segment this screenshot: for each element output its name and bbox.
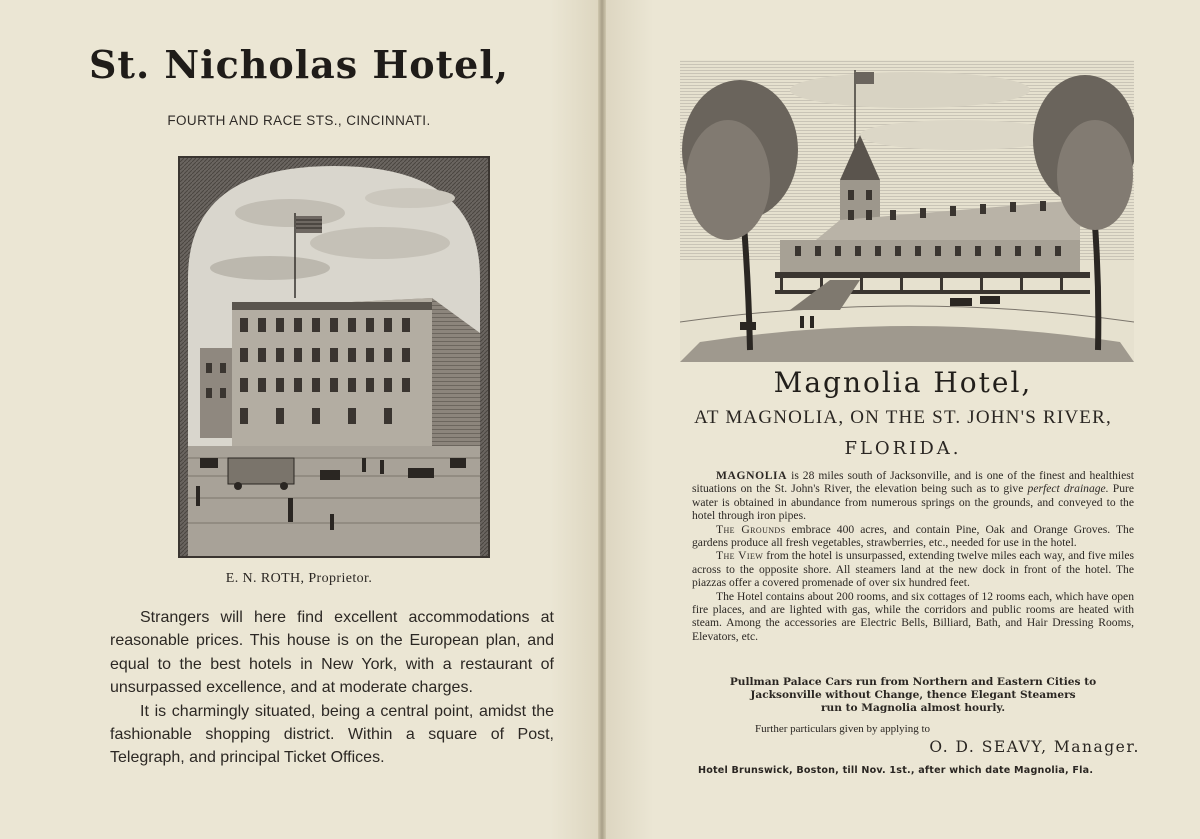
st-nicholas-paragraph-2: It is charmingly situated, being a central point, amidst the fashionable shopping district. Within a square of Post, Telegraph, and principal Ticket Offices. (110, 702, 554, 767)
perfect-drainage-emphasis: perfect drainage. (1027, 482, 1109, 496)
magnolia-hotel-location: AT MAGNOLIA, ON THE ST. JOHN'S RIVER, (694, 407, 1112, 428)
st-nicholas-description (110, 606, 554, 770)
magnolia-hotel-engraving (680, 60, 1134, 362)
further-particulars: Further particulars given by applying to (755, 723, 931, 735)
magnolia-lead-word: MAGNOLIA (716, 469, 788, 482)
st-nicholas-paragraph-1: Strangers will here find excellent accommodations at reasonable prices. This house is on the European plan, and equal to the best hotels in New York, with a restaurant of unsurpassed excellence, and at moderate charges. (110, 609, 554, 697)
manager-name: O. D. SEAVY, Manager. (929, 738, 1140, 756)
magnolia-p1-text-a: is 28 miles south of Jacksonville, and is one of the finest and healthiest situations on the St. John's River, the elevation being such as to give (692, 469, 1134, 496)
magnolia-p1-text-b: Pure water is obtained in abundance from numerous springs on the grounds, and conveyed to the hotel through iron pipes. (692, 482, 1134, 523)
st-nicholas-address: FOURTH AND RACE STS., CINCINNATI. (167, 113, 431, 128)
book-gutter (598, 0, 606, 839)
footer-address: Hotel Brunswick, Boston, till Nov. 1st., after which date Magnolia, Fla. (698, 765, 1094, 776)
magnolia-hotel-description (692, 469, 1134, 643)
magnolia-hotel-state: FLORIDA. (844, 438, 962, 459)
st-nicholas-proprietor: E. N. ROTH, Proprietor. (225, 571, 373, 586)
pullman-notice (692, 676, 1134, 715)
magnolia-paragraph-1 (692, 469, 1134, 523)
view-lead: The View (716, 549, 764, 563)
st-nicholas-hotel-title: St. Nicholas Hotel, (88, 42, 510, 87)
magnolia-paragraph-4: The Hotel contains about 200 rooms, and six cottages of 12 rooms each, which have open fire places, and are lighted with gas, while the corridors and public rooms are heated with steam. Among the accessories are Electric Bells, Billiard, Bath, and Hair Dressing Rooms, Elevators, etc. (692, 589, 1134, 643)
pullman-line-2: Jacksonville without Change, thence Elegant Steamers (750, 689, 1076, 701)
magnolia-p2-text: embrace 400 acres, and contain Pine, Oak and Orange Groves. The gardens produce all fresh vegetables, strawberries, etc., needed for use in the hotel. (692, 522, 1134, 550)
magnolia-p3-text: from the hotel is unsurpassed, extending twelve miles each way, and five miles across to the opposite shore. All steamers land at the new dock in front of the hotel. The piazzas offer a covered promenade of over six hundred feet. (692, 549, 1134, 590)
magnolia-hotel-title: Magnolia Hotel, (773, 366, 1033, 399)
st-nicholas-engraving (178, 156, 490, 558)
pullman-line-3: run to Magnolia almost hourly. (820, 702, 1006, 714)
pullman-line-1: Pullman Palace Cars run from Northern and Eastern Cities to (729, 676, 1097, 688)
magnolia-paragraph-2 (692, 523, 1134, 550)
grounds-lead: The Grounds (716, 522, 786, 536)
magnolia-paragraph-3 (692, 549, 1134, 589)
